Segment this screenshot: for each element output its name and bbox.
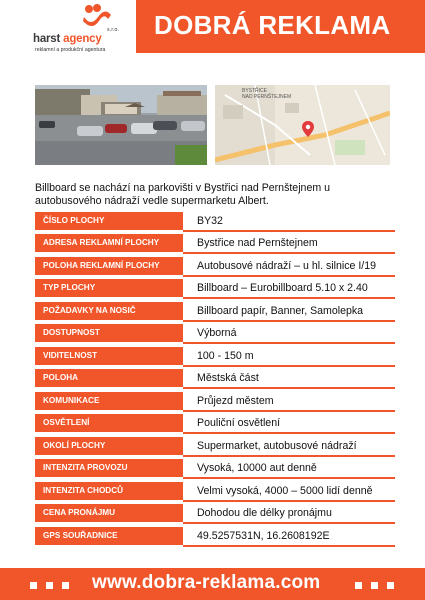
footer-square-icon bbox=[355, 582, 362, 589]
table-row bbox=[35, 480, 395, 503]
logo[interactable] bbox=[23, 0, 136, 64]
row-value: Výborná bbox=[197, 327, 237, 339]
row-label: KOMUNIKACE bbox=[35, 392, 183, 410]
logo-name bbox=[33, 33, 102, 45]
row-label: OSVĚTLENÍ bbox=[35, 414, 183, 432]
row-value: Billboard – Eurobillboard 5.10 x 2.40 bbox=[197, 282, 368, 294]
row-divider bbox=[183, 455, 395, 457]
row-value: Pouliční osvětlení bbox=[197, 417, 281, 429]
page-title: DOBRÁ REKLAMA bbox=[154, 10, 391, 40]
row-label: ADRESA REKLAMNÍ PLOCHY bbox=[35, 234, 183, 252]
row-label: POŽADAVKY NA NOSIČ bbox=[35, 302, 183, 320]
row-value: 49.5257531N, 16.2608192E bbox=[197, 529, 330, 542]
table-row bbox=[35, 300, 395, 323]
billboard-photo bbox=[35, 85, 207, 165]
description: Billboard se nachází na parkovišti v Bystřici nad Pernštejnem u autobusového nádraží vedle supermarketu Albert. bbox=[35, 182, 331, 207]
table-row bbox=[35, 345, 395, 368]
row-value: Vysoká, 10000 aut denně bbox=[197, 462, 317, 474]
row-label: VIDITELNOST bbox=[35, 347, 183, 365]
table-row bbox=[35, 233, 395, 256]
table-row bbox=[35, 390, 395, 413]
row-divider bbox=[183, 230, 395, 232]
table-row bbox=[35, 458, 395, 481]
header bbox=[0, 0, 425, 80]
table-row bbox=[35, 503, 395, 526]
row-label: ČÍSLO PLOCHY bbox=[35, 212, 183, 230]
table-row bbox=[35, 210, 395, 233]
table-row bbox=[35, 525, 395, 548]
row-divider bbox=[183, 297, 395, 299]
row-divider bbox=[183, 342, 395, 344]
footer-square-icon bbox=[46, 582, 53, 589]
map-label bbox=[242, 88, 291, 100]
table-row bbox=[35, 323, 395, 346]
row-value: Bystřice nad Pernštejnem bbox=[197, 237, 318, 249]
footer-square-icon bbox=[62, 582, 69, 589]
table-row bbox=[35, 435, 395, 458]
row-label: TYP PLOCHY bbox=[35, 279, 183, 297]
map-label-line1: BYSTŘICE bbox=[242, 88, 268, 94]
row-divider bbox=[183, 432, 395, 434]
row-value: Městská část bbox=[197, 372, 259, 384]
row-value: BY32 bbox=[197, 214, 223, 227]
row-divider bbox=[183, 522, 395, 524]
location-pin-icon bbox=[302, 121, 314, 137]
map-label-line2: NAD PERNŠTEJNEM bbox=[242, 94, 292, 100]
location-map[interactable] bbox=[215, 85, 390, 165]
row-label: CENA PRONÁJMU bbox=[35, 504, 183, 522]
table-row bbox=[35, 413, 395, 436]
row-label: INTENZITA CHODCŮ bbox=[35, 482, 183, 500]
row-value: 100 - 150 m bbox=[197, 349, 254, 362]
table-row bbox=[35, 278, 395, 301]
row-label: POLOHA bbox=[35, 369, 183, 387]
logo-tagline: reklamní a produkční agentura bbox=[35, 47, 106, 53]
row-value: Billboard papír, Banner, Samolepka bbox=[197, 304, 364, 317]
row-divider bbox=[183, 275, 395, 277]
row-divider bbox=[183, 252, 395, 254]
row-divider bbox=[183, 320, 395, 322]
footer bbox=[0, 568, 425, 600]
header-banner bbox=[136, 0, 425, 53]
row-divider bbox=[183, 545, 395, 547]
website-link[interactable]: www.dobra-reklama.com bbox=[92, 572, 321, 593]
row-label: POLOHA REKLAMNÍ PLOCHY bbox=[35, 257, 183, 275]
logo-name-part2: agency bbox=[63, 33, 102, 45]
row-label: GPS SOUŘADNICE bbox=[35, 527, 183, 545]
row-divider bbox=[183, 500, 395, 502]
row-divider bbox=[183, 410, 395, 412]
row-divider bbox=[183, 477, 395, 479]
row-value: Supermarket, autobusové nádraží bbox=[197, 439, 357, 452]
table-row bbox=[35, 255, 395, 278]
footer-square-icon bbox=[371, 582, 378, 589]
row-value: Dohodou dle délky pronájmu bbox=[197, 507, 332, 519]
footer-square-icon bbox=[30, 582, 37, 589]
row-label: INTENZITA PROVOZU bbox=[35, 459, 183, 477]
row-divider bbox=[183, 365, 395, 367]
row-label: DOSTUPNOST bbox=[35, 324, 183, 342]
table-row bbox=[35, 368, 395, 391]
row-divider bbox=[183, 387, 395, 389]
row-value: Autobusové nádraží – u hl. silnice I/19 bbox=[197, 259, 377, 272]
row-value: Velmi vysoká, 4000 – 5000 lidí denně bbox=[197, 484, 373, 497]
logo-name-part1: harst bbox=[33, 33, 64, 45]
info-table bbox=[35, 210, 395, 548]
row-value: Průjezd městem bbox=[197, 394, 274, 407]
logo-sro: s.r.o. bbox=[107, 27, 119, 33]
row-label: OKOLÍ PLOCHY bbox=[35, 437, 183, 455]
footer-square-icon bbox=[387, 582, 394, 589]
parking-lot-photo-icon bbox=[35, 85, 207, 165]
